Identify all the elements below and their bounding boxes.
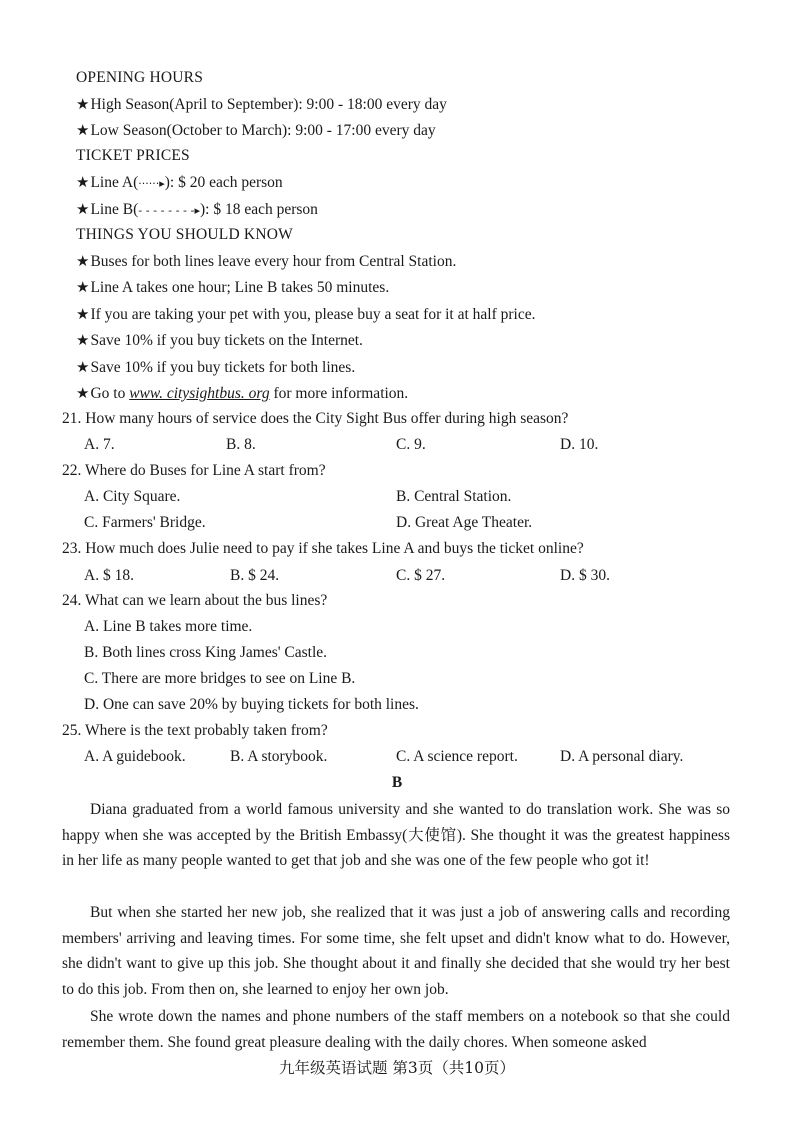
option-c[interactable]: C. $ 27. <box>396 567 446 584</box>
option-a[interactable]: A. $ 18. <box>84 567 134 584</box>
option-d[interactable]: D. A personal diary. <box>560 748 684 765</box>
question-24-stem: 24. What can we learn about the bus lines? <box>62 592 328 609</box>
tip-text: Save 10% if you buy tickets on the Internet. <box>90 332 363 349</box>
option-b[interactable]: B. Central Station. <box>396 488 512 505</box>
passage-paragraph: But when she started her new job, she realized that it was just a job of answering calls and recording members' arriving and leaving times. For some time, she felt upset and didn't know what to do. However, she didn't want to give up this job. She thought about it and finally she decided that she would try her best to do this job. From then on, she learned to enjoy her own job. <box>62 904 730 998</box>
passage-paragraph: Diana graduated from a world famous university and she wanted to do translation work. She was so happy when she was accepted by the British Embassy(大使馆). She thought it was the greatest happiness in her life as many people wanted to get that job and she was one of the few people who got it! <box>62 801 730 870</box>
goto-line <box>76 383 408 404</box>
star-icon: ★ <box>76 95 90 113</box>
option-c[interactable]: C. A science report. <box>396 748 518 765</box>
question-25-stem: 25. Where is the text probably taken from? <box>62 722 328 739</box>
option-b[interactable]: B. A storybook. <box>230 748 328 765</box>
star-icon: ★ <box>76 278 90 296</box>
things-heading: THINGS YOU SHOULD KNOW <box>76 226 293 243</box>
line-b-suffix: ): $ 18 each person <box>200 201 318 218</box>
question-23-stem: 23. How much does Julie need to pay if she takes Line A and buys the ticket online? <box>62 540 584 557</box>
option-a[interactable]: A. City Square. <box>84 488 181 505</box>
star-icon: ★ <box>76 121 90 139</box>
star-icon: ★ <box>76 305 90 323</box>
question-21-stem: 21. How many hours of service does the City Sight Bus offer during high season? <box>62 410 569 427</box>
low-season-text: Low Season(October to March): 9:00 - 17:00 every day <box>90 122 436 139</box>
line-a-suffix: ): $ 20 each person <box>164 174 283 191</box>
high-season-text: High Season(April to September): 9:00 - 18:00 every day <box>90 96 447 113</box>
question-22-stem: 22. Where do Buses for Line A start from? <box>62 462 326 479</box>
option-c[interactable]: C. There are more bridges to see on Line B. <box>84 670 356 687</box>
tip-text: If you are taking your pet with you, please buy a seat for it at half price. <box>90 306 536 323</box>
tip-item <box>76 304 536 325</box>
option-c[interactable]: C. Farmers' Bridge. <box>84 514 206 531</box>
option-a[interactable]: A. 7. <box>84 436 115 453</box>
star-icon: ★ <box>76 331 90 349</box>
star-icon: ★ <box>76 173 90 191</box>
option-c[interactable]: C. 9. <box>396 436 426 453</box>
line-a-price <box>76 172 283 194</box>
star-icon: ★ <box>76 252 90 270</box>
dashed-arrow-icon: - - - - - - - -▸ <box>138 204 200 217</box>
goto-prefix: Go to <box>90 385 130 402</box>
option-b[interactable]: B. $ 24. <box>230 567 280 584</box>
page-footer: 九年级英语试题 第3页（共10页） <box>278 1059 515 1077</box>
dotted-arrow-icon: ······▸ <box>138 177 165 190</box>
website-link[interactable]: www. citysightbus. org <box>129 385 270 402</box>
option-d[interactable]: D. $ 30. <box>560 567 610 584</box>
line-b-price <box>76 199 318 221</box>
line-b-prefix: Line B( <box>90 201 139 218</box>
opening-hours-heading: OPENING HOURS <box>76 69 204 86</box>
option-d[interactable]: D. Great Age Theater. <box>396 514 533 531</box>
section-b-label: B <box>391 774 403 791</box>
tip-text: Save 10% if you buy tickets for both lines. <box>90 359 356 376</box>
star-icon: ★ <box>76 384 90 402</box>
option-b[interactable]: B. 8. <box>226 436 256 453</box>
tip-item <box>76 251 456 272</box>
tip-item <box>76 277 389 298</box>
option-d[interactable]: D. One can save 20% by buying tickets for both lines. <box>84 696 419 713</box>
tip-text: Buses for both lines leave every hour from Central Station. <box>90 253 457 270</box>
low-season-line <box>76 120 436 141</box>
option-a[interactable]: A. Line B takes more time. <box>84 618 253 635</box>
option-a[interactable]: A. A guidebook. <box>84 748 186 765</box>
tip-item <box>76 357 355 378</box>
goto-suffix: for more information. <box>269 385 409 402</box>
star-icon: ★ <box>76 358 90 376</box>
tip-text: Line A takes one hour; Line B takes 50 minutes. <box>90 279 390 296</box>
star-icon: ★ <box>76 200 90 218</box>
ticket-prices-heading: TICKET PRICES <box>76 147 190 164</box>
high-season-line <box>76 94 447 115</box>
passage-paragraph: She wrote down the names and phone numbers of the staff members on a notebook so that she could remember them. She found great pleasure dealing with the daily chores. When someone asked <box>62 1008 730 1051</box>
option-d[interactable]: D. 10. <box>560 436 599 453</box>
line-a-prefix: Line A( <box>90 174 139 191</box>
option-b[interactable]: B. Both lines cross King James' Castle. <box>84 644 328 661</box>
tip-item <box>76 330 363 351</box>
